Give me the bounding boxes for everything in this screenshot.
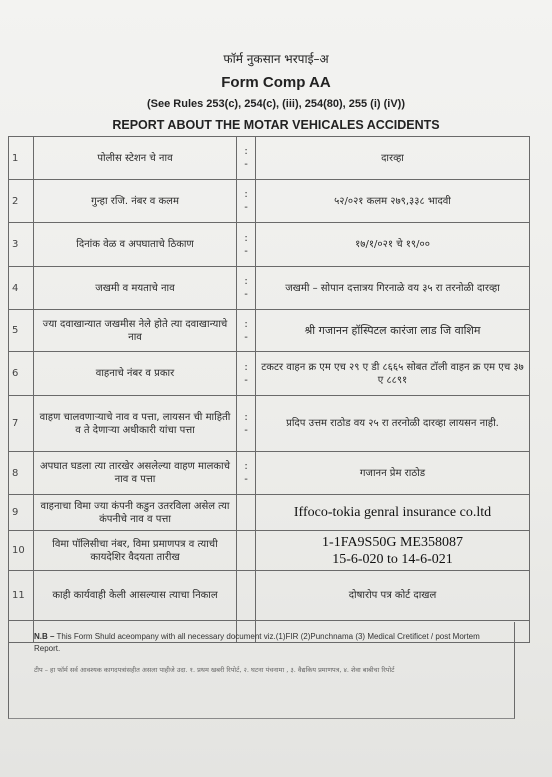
report-title: REPORT ABOUT THE MOTAR VEHICALES ACCIDENTS bbox=[112, 118, 440, 132]
rules-reference: (See Rules 253(c), 254(c), (iii), 254(80), 255 (i) (iV)) bbox=[147, 98, 405, 110]
table-row bbox=[9, 180, 530, 223]
form-title-marathi: फॉर्म नुकसान भरपाई–अ bbox=[223, 52, 329, 66]
table-row bbox=[9, 571, 530, 621]
table-row bbox=[9, 223, 530, 267]
row-number: 1 bbox=[9, 137, 34, 180]
table-row bbox=[9, 310, 530, 352]
row-separator: : - bbox=[237, 267, 256, 310]
row-label: वाहनाचा विमा ज्या कंपनी कडुन उतरविला असेल त्या कंपनीचे नाव व पत्ता bbox=[34, 495, 237, 531]
row-value: गजानन प्रेम राठोड bbox=[256, 452, 530, 495]
row-value: प्रदिप उत्तम राठोड वय २५ रा तरनोळी दारव्हा लायसन नाही. bbox=[256, 396, 530, 452]
form-title: Form Comp AA bbox=[221, 74, 331, 91]
table-row bbox=[9, 137, 530, 180]
row-separator: : - bbox=[237, 223, 256, 267]
row-number: 2 bbox=[9, 180, 34, 223]
policy-number-value bbox=[256, 531, 530, 571]
table-row bbox=[9, 352, 530, 396]
row-value: जखमी – सोपान दत्तात्रय गिरनाळे वय ३५ रा तरनोळी दारव्हा bbox=[256, 267, 530, 310]
row-number: 4 bbox=[9, 267, 34, 310]
row-separator: : - bbox=[237, 452, 256, 495]
row-separator: : - bbox=[237, 396, 256, 452]
row-number: 11 bbox=[9, 571, 34, 621]
row-value: दारव्हा bbox=[256, 137, 530, 180]
row-value: टकटर वाहन क्र एम एच २९ ए डी ८६६५ सोबत टॉली वाहन क्र एम एच ३७ ए ८८९१ bbox=[256, 352, 530, 396]
row-label: वाहण चालवणाऱ्याचे नाव व पत्ता, लायसन ची माहिती व ते देणाऱ्या अधीकारी यांचा पत्ता bbox=[34, 396, 237, 452]
row-number: 8 bbox=[9, 452, 34, 495]
table-row bbox=[9, 452, 530, 495]
row-separator: : - bbox=[237, 310, 256, 352]
row-separator bbox=[237, 531, 256, 571]
row-label: विमा पॉलिसीचा नंबर, विमा प्रमाणपत्र व त्याची कायदेशिर वैदयता तारीख bbox=[34, 531, 237, 571]
row-separator: : - bbox=[237, 180, 256, 223]
row-label: ज्या दवाखान्यात जखमीस नेले होते त्या दवाखान्याचे नाव bbox=[34, 310, 237, 352]
footnote-english: N.B – This Form Shuld aceompany with all necessary document viz.(1)FIR (2)Punchnama (3) Medical Cretificet / post Mortem Report. bbox=[34, 632, 480, 653]
row-number: 3 bbox=[9, 223, 34, 267]
row-value: दोषारोप पत्र कोर्ट दाखल bbox=[256, 571, 530, 621]
row-value: श्री गजानन हॉस्पिटल कारंजा लाड जि वाशिम bbox=[256, 310, 530, 352]
policy-validity: 15-6-020 to 14-6-021 bbox=[332, 551, 453, 567]
row-label: जखमी व मयताचे नाव bbox=[34, 267, 237, 310]
row-separator: : - bbox=[237, 352, 256, 396]
table-row bbox=[9, 396, 530, 452]
row-number: 9 bbox=[9, 495, 34, 531]
row-separator: : - bbox=[237, 137, 256, 180]
footnote-marathi: टीप – हा फॉर्म सर्व आवश्यक कागदपत्रांसहीत असला पाहीजे उदा. १. प्रथम खबरी रिपोर्ट, २. घटना पंचनामा , ३. वैद्यकिय प्रमाणपत्र, ४. शेवा बाबीचा रिपोर्ट bbox=[34, 666, 395, 674]
row-label: गुन्हा रजि. नंबर व कलम bbox=[34, 180, 237, 223]
accident-report-table bbox=[8, 136, 530, 643]
row-value: १७/१/०२१ चे १९/०० bbox=[256, 223, 530, 267]
row-label: काही कार्यवाही केली आसल्यास त्याचा निकाल bbox=[34, 571, 237, 621]
row-number: 6 bbox=[9, 352, 34, 396]
row-label: पोलीस स्टेशन चे नाव bbox=[34, 137, 237, 180]
row-number: 7 bbox=[9, 396, 34, 452]
insurance-company-value: Iffoco-tokia genral insurance co.ltd bbox=[256, 495, 530, 531]
row-separator bbox=[237, 495, 256, 531]
row-label: अपघात घडला त्या तारखेर असलेल्या वाहण मालकाचे नाव व पत्ता bbox=[34, 452, 237, 495]
row-separator bbox=[237, 571, 256, 621]
row-number: 10 bbox=[9, 531, 34, 571]
table-row bbox=[9, 267, 530, 310]
row-value: ५२/०२१ कलम २७९,३३८ भादवी bbox=[256, 180, 530, 223]
table-row bbox=[9, 531, 530, 571]
row-label: वाहनाचे नंबर व प्रकार bbox=[34, 352, 237, 396]
policy-number: 1-1FA9S50G ME358087 bbox=[322, 534, 463, 550]
table-row bbox=[9, 495, 530, 531]
row-label: दिनांक वेळ व अपघाताचे ठिकाण bbox=[34, 223, 237, 267]
row-number: 5 bbox=[9, 310, 34, 352]
